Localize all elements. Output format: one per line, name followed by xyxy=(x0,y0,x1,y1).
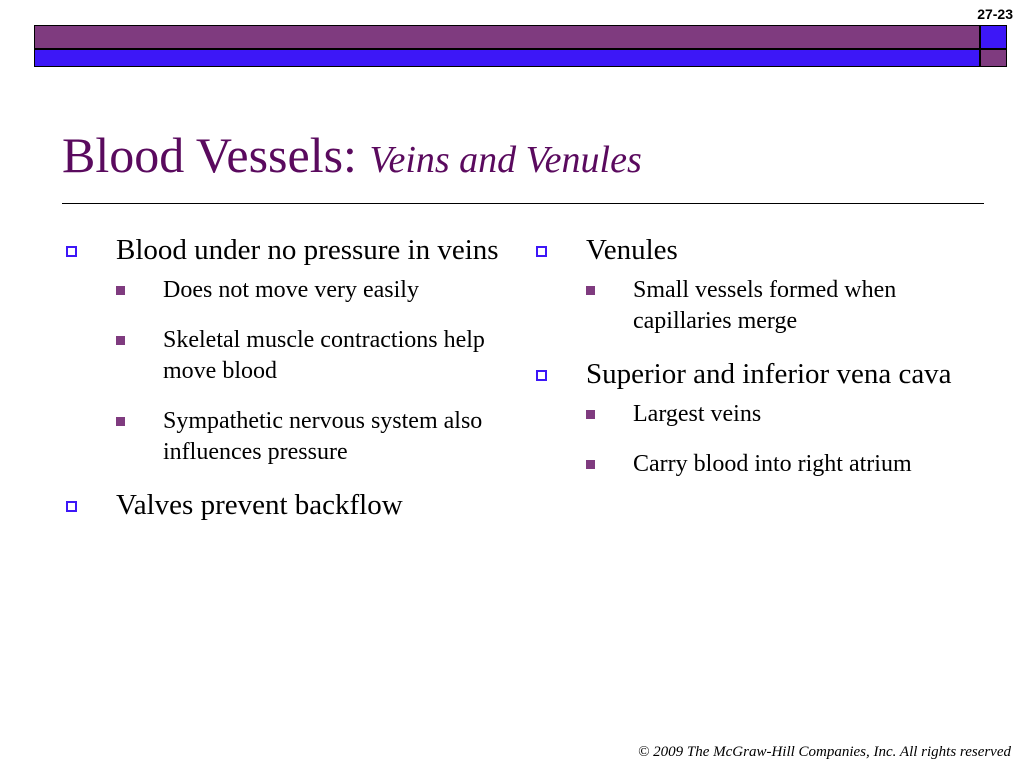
slide-number: 27-23 xyxy=(977,6,1013,22)
sub-bullet-text: Largest veins xyxy=(633,401,762,427)
sub-bullet-item xyxy=(586,449,972,480)
hollow-square-bullet-icon xyxy=(66,501,77,512)
right-column xyxy=(532,232,972,499)
bullet-item xyxy=(62,487,502,524)
slide-title xyxy=(62,128,642,183)
sub-bullet-item xyxy=(586,399,972,430)
sub-bullet-text: Does not move very easily xyxy=(163,277,419,303)
filled-square-bullet-icon xyxy=(116,336,125,345)
left-column xyxy=(62,232,502,534)
bullet-item xyxy=(532,232,972,337)
sub-bullet-item xyxy=(116,275,502,306)
bullet-text: Superior and inferior vena cava xyxy=(586,358,952,390)
header-bar-blue xyxy=(34,49,980,67)
sub-bullet-text: Carry blood into right atrium xyxy=(633,451,912,477)
header-bar-purple xyxy=(34,25,980,49)
sub-bullet-text: Skeletal muscle contractions help move blood xyxy=(163,327,485,384)
title-main: Blood Vessels: xyxy=(62,127,370,183)
header-square-purple xyxy=(980,49,1007,67)
bullet-text: Venules xyxy=(586,234,678,266)
sub-bullet-text: Small vessels formed when capillaries merge xyxy=(633,277,897,334)
bullet-item xyxy=(532,356,972,480)
filled-square-bullet-icon xyxy=(116,286,125,295)
sub-bullet-item xyxy=(116,325,502,387)
filled-square-bullet-icon xyxy=(586,286,595,295)
bullet-text: Blood under no pressure in veins xyxy=(116,234,499,266)
sub-bullet-item xyxy=(586,275,972,337)
bullet-item xyxy=(62,232,502,468)
bullet-text: Valves prevent backflow xyxy=(116,489,403,521)
header-square-blue xyxy=(980,25,1007,49)
filled-square-bullet-icon xyxy=(586,460,595,469)
title-divider xyxy=(62,203,984,204)
sub-bullet-text: Sympathetic nervous system also influences pressure xyxy=(163,408,483,465)
copyright-footer: © 2009 The McGraw-Hill Companies, Inc. All rights reserved xyxy=(637,744,1011,760)
filled-square-bullet-icon xyxy=(586,410,595,419)
hollow-square-bullet-icon xyxy=(536,246,547,257)
sub-bullet-item xyxy=(116,406,502,468)
hollow-square-bullet-icon xyxy=(536,370,547,381)
hollow-square-bullet-icon xyxy=(66,246,77,257)
filled-square-bullet-icon xyxy=(116,417,125,426)
title-subtitle: Veins and Venules xyxy=(369,139,642,181)
